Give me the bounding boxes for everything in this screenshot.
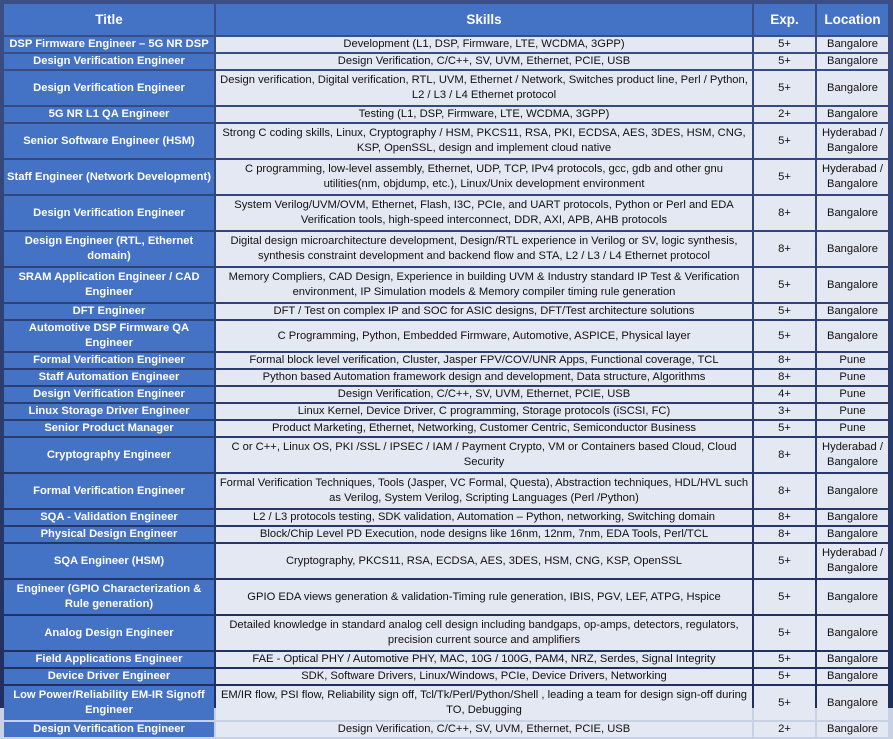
skills-cell: Formal block level verification, Cluster, Jasper FPV/COV/UNR Apps, Functional coverage, TCL xyxy=(216,353,752,368)
job-title-cell: Field Applications Engineer xyxy=(4,652,214,667)
skills-cell: Memory Compliers, CAD Design, Experience in building UVM & Industry standard IP Test & Verification environment, IP Simulation models & Memory compiler timing rule generation xyxy=(216,268,752,302)
location-cell: Bangalore xyxy=(817,580,888,614)
job-title-cell: Design Verification Engineer xyxy=(4,71,214,105)
table-row xyxy=(4,160,888,194)
table-row xyxy=(4,722,888,737)
location-cell: Hyderabad / Bangalore xyxy=(817,124,888,158)
header-title: Title xyxy=(4,4,214,35)
skills-cell: DFT / Test on complex IP and SOC for ASIC designs, DFT/Test architecture solutions xyxy=(216,304,752,319)
location-cell: Pune xyxy=(817,370,888,385)
table-row xyxy=(4,404,888,419)
job-title-cell: Physical Design Engineer xyxy=(4,527,214,542)
table-row xyxy=(4,37,888,52)
location-cell: Bangalore xyxy=(817,71,888,105)
experience-cell: 5+ xyxy=(754,71,815,105)
location-cell: Pune xyxy=(817,421,888,436)
table-row xyxy=(4,321,888,351)
experience-cell: 5+ xyxy=(754,669,815,684)
header-skills: Skills xyxy=(216,4,752,35)
experience-cell: 5+ xyxy=(754,37,815,52)
experience-cell: 2+ xyxy=(754,107,815,122)
job-title-cell: 5G NR L1 QA Engineer xyxy=(4,107,214,122)
experience-cell: 5+ xyxy=(754,421,815,436)
experience-cell: 8+ xyxy=(754,232,815,266)
skills-cell: FAE - Optical PHY / Automotive PHY, MAC, 10G / 100G, PAM4, NRZ, Serdes, Signal Integrity xyxy=(216,652,752,667)
location-cell: Bangalore xyxy=(817,527,888,542)
skills-cell: L2 / L3 protocols testing, SDK validation, Automation – Python, networking, Switching domain xyxy=(216,510,752,525)
experience-cell: 8+ xyxy=(754,196,815,230)
job-title-cell: SRAM Application Engineer / CAD Engineer xyxy=(4,268,214,302)
job-title-cell: DSP Firmware Engineer – 5G NR DSP xyxy=(4,37,214,52)
experience-cell: 5+ xyxy=(754,304,815,319)
experience-cell: 5+ xyxy=(754,54,815,69)
table-row xyxy=(4,421,888,436)
location-cell: Hyderabad / Bangalore xyxy=(817,438,888,472)
location-cell: Bangalore xyxy=(817,268,888,302)
skills-cell: Product Marketing, Ethernet, Networking, Customer Centric, Semiconductor Business xyxy=(216,421,752,436)
table-row xyxy=(4,544,888,578)
job-title-cell: Engineer (GPIO Characterization & Rule generation) xyxy=(4,580,214,614)
job-title-cell: Design Verification Engineer xyxy=(4,722,214,737)
experience-cell: 5+ xyxy=(754,544,815,578)
table-row xyxy=(4,652,888,667)
job-title-cell: Linux Storage Driver Engineer xyxy=(4,404,214,419)
job-title-cell: Low Power/Reliability EM-IR Signoff Engineer xyxy=(4,686,214,720)
header-row xyxy=(4,4,888,35)
skills-cell: Design Verification, C/C++, SV, UVM, Ethernet, PCIE, USB xyxy=(216,54,752,69)
location-cell: Bangalore xyxy=(817,722,888,737)
table-row xyxy=(4,527,888,542)
header-exp: Exp. xyxy=(754,4,815,35)
table-row xyxy=(4,232,888,266)
skills-cell: Cryptography, PKCS11, RSA, ECDSA, AES, 3DES, HSM, CNG, KSP, OpenSSL xyxy=(216,544,752,578)
table-row xyxy=(4,438,888,472)
job-title-cell: Device Driver Engineer xyxy=(4,669,214,684)
skills-cell: Detailed knowledge in standard analog cell design including bandgaps, op-amps, detectors, regulators, precision current source and amplifiers xyxy=(216,616,752,650)
job-title-cell: Staff Automation Engineer xyxy=(4,370,214,385)
skills-cell: Linux Kernel, Device Driver, C programming, Storage protocols (iSCSI, FC) xyxy=(216,404,752,419)
job-title-cell: Formal Verification Engineer xyxy=(4,353,214,368)
experience-cell: 5+ xyxy=(754,652,815,667)
skills-cell: EM/IR flow, PSI flow, Reliability sign off, Tcl/Tk/Perl/Python/Shell , leading a team for design sign-off during TO, Debugging xyxy=(216,686,752,720)
job-title-cell: Automotive DSP Firmware QA Engineer xyxy=(4,321,214,351)
experience-cell: 2+ xyxy=(754,722,815,737)
experience-cell: 3+ xyxy=(754,404,815,419)
experience-cell: 8+ xyxy=(754,370,815,385)
location-cell: Bangalore xyxy=(817,37,888,52)
table-row xyxy=(4,107,888,122)
table-row xyxy=(4,510,888,525)
location-cell: Hyderabad / Bangalore xyxy=(817,160,888,194)
location-cell: Pune xyxy=(817,404,888,419)
job-title-cell: Design Verification Engineer xyxy=(4,196,214,230)
job-title-cell: Analog Design Engineer xyxy=(4,616,214,650)
experience-cell: 8+ xyxy=(754,510,815,525)
location-cell: Bangalore xyxy=(817,196,888,230)
table-row xyxy=(4,474,888,508)
job-table xyxy=(2,2,890,739)
skills-cell: Formal Verification Techniques, Tools (Jasper, VC Formal, Questa), Abstraction techniques, HDL/HVL such as Verilog, System Verilog, Scripting Languages (Perl /Python) xyxy=(216,474,752,508)
skills-cell: System Verilog/UVM/OVM, Ethernet, Flash, I3C, PCIe, and UART protocols, Python or Perl and EDA Verification tools, high-speed interconnect, DDR, AXI, APB, AHB protocols xyxy=(216,196,752,230)
location-cell: Bangalore xyxy=(817,321,888,351)
table-row xyxy=(4,54,888,69)
experience-cell: 8+ xyxy=(754,438,815,472)
experience-cell: 5+ xyxy=(754,616,815,650)
table-row xyxy=(4,353,888,368)
location-cell: Bangalore xyxy=(817,54,888,69)
job-title-cell: Staff Engineer (Network Development) xyxy=(4,160,214,194)
job-title-cell: DFT Engineer xyxy=(4,304,214,319)
location-cell: Bangalore xyxy=(817,304,888,319)
table-row xyxy=(4,616,888,650)
location-cell: Pune xyxy=(817,387,888,402)
skills-cell: C Programming, Python, Embedded Firmware, Automotive, ASPICE, Physical layer xyxy=(216,321,752,351)
skills-cell: Design Verification, C/C++, SV, UVM, Ethernet, PCIE, USB xyxy=(216,387,752,402)
experience-cell: 5+ xyxy=(754,124,815,158)
skills-cell: Block/Chip Level PD Execution, node designs like 16nm, 12nm, 7nm, EDA Tools, Perl/TCL xyxy=(216,527,752,542)
experience-cell: 8+ xyxy=(754,474,815,508)
experience-cell: 5+ xyxy=(754,160,815,194)
skills-cell: Design verification, Digital verification, RTL, UVM, Ethernet / Network, Switches product line, Perl / Python, L2 / L3 / L4 Ethernet protocol xyxy=(216,71,752,105)
table-row xyxy=(4,304,888,319)
table-row xyxy=(4,387,888,402)
experience-cell: 5+ xyxy=(754,321,815,351)
skills-cell: C or C++, Linux OS, PKI /SSL / IPSEC / IAM / Payment Crypto, VM or Containers based Cloud, Cloud Security xyxy=(216,438,752,472)
location-cell: Bangalore xyxy=(817,510,888,525)
job-title-cell: Design Engineer (RTL, Ethernet domain) xyxy=(4,232,214,266)
experience-cell: 5+ xyxy=(754,268,815,302)
job-title-cell: SQA - Validation Engineer xyxy=(4,510,214,525)
job-title-cell: SQA Engineer (HSM) xyxy=(4,544,214,578)
skills-cell: Digital design microarchitecture development, Design/RTL experience in Verilog or SV, logic synthesis, synthesis constraint development and backend flow and STA, L2 / L3 / L4 Ethernet protocol xyxy=(216,232,752,266)
table-row xyxy=(4,124,888,158)
experience-cell: 5+ xyxy=(754,580,815,614)
job-title-cell: Senior Product Manager xyxy=(4,421,214,436)
skills-cell: Python based Automation framework design and development, Data structure, Algorithms xyxy=(216,370,752,385)
skills-cell: SDK, Software Drivers, Linux/Windows, PCIe, Device Drivers, Networking xyxy=(216,669,752,684)
location-cell: Bangalore xyxy=(817,669,888,684)
table-row xyxy=(4,196,888,230)
job-title-cell: Design Verification Engineer xyxy=(4,387,214,402)
location-cell: Hyderabad / Bangalore xyxy=(817,544,888,578)
table-row xyxy=(4,71,888,105)
location-cell: Pune xyxy=(817,353,888,368)
experience-cell: 8+ xyxy=(754,527,815,542)
job-title-cell: Design Verification Engineer xyxy=(4,54,214,69)
skills-cell: GPIO EDA views generation & validation-Timing rule generation, IBIS, PGV, LEF, ATPG, Hspice xyxy=(216,580,752,614)
job-title-cell: Formal Verification Engineer xyxy=(4,474,214,508)
job-title-cell: Cryptography Engineer xyxy=(4,438,214,472)
skills-cell: Testing (L1, DSP, Firmware, LTE, WCDMA, 3GPP) xyxy=(216,107,752,122)
location-cell: Bangalore xyxy=(817,232,888,266)
skills-cell: C programming, low-level assembly, Ethernet, UDP, TCP, IPv4 protocols, gcc, gdb and other gnu utilities(nm, objdump, etc.), Linux/Unix development environment xyxy=(216,160,752,194)
location-cell: Bangalore xyxy=(817,616,888,650)
location-cell: Bangalore xyxy=(817,107,888,122)
skills-cell: Strong C coding skills, Linux, Cryptography / HSM, PKCS11, RSA, PKI, ECDSA, AES, 3DES, HSM, CNG, KSP, OpenSSL, design and implement cloud native xyxy=(216,124,752,158)
table-row xyxy=(4,669,888,684)
skills-cell: Development (L1, DSP, Firmware, LTE, WCDMA, 3GPP) xyxy=(216,37,752,52)
header-location: Location xyxy=(817,4,888,35)
table-row xyxy=(4,580,888,614)
location-cell: Bangalore xyxy=(817,652,888,667)
experience-cell: 8+ xyxy=(754,353,815,368)
table-row xyxy=(4,370,888,385)
experience-cell: 5+ xyxy=(754,686,815,720)
experience-cell: 4+ xyxy=(754,387,815,402)
location-cell: Bangalore xyxy=(817,474,888,508)
table-row xyxy=(4,686,888,720)
skills-cell: Design Verification, C/C++, SV, UVM, Ethernet, PCIE, USB xyxy=(216,722,752,737)
location-cell: Bangalore xyxy=(817,686,888,720)
job-title-cell: Senior Software Engineer (HSM) xyxy=(4,124,214,158)
table-row xyxy=(4,268,888,302)
